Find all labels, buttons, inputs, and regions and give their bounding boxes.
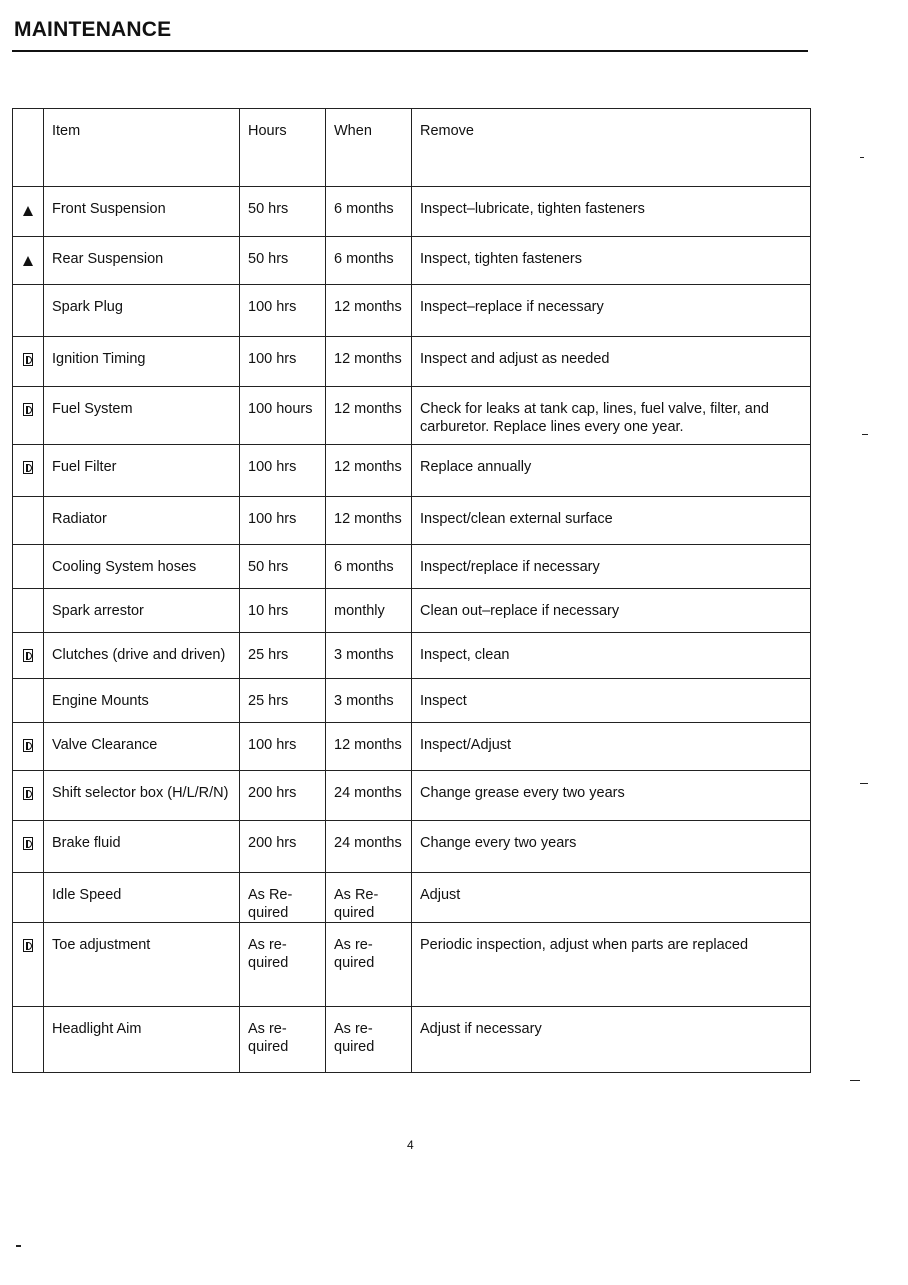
- row-remove: Adjust if necessary: [412, 1007, 811, 1073]
- row-mark-cell: [13, 285, 44, 337]
- row-item: Spark arrestor: [44, 589, 240, 633]
- row-remove: Periodic inspection, adjust when parts are replaced: [412, 923, 811, 1007]
- header-remove: Remove: [412, 109, 811, 187]
- table-row: [13, 337, 811, 387]
- row-when: 12 months: [326, 387, 412, 445]
- row-when: 3 months: [326, 633, 412, 679]
- row-remove: Change grease every two years: [412, 771, 811, 821]
- scan-mark: [860, 157, 864, 158]
- row-item: Radiator: [44, 497, 240, 545]
- row-when: As re- quired: [326, 923, 412, 1007]
- row-remove: Inspect–replace if necessary: [412, 285, 811, 337]
- row-remove: Replace annually: [412, 445, 811, 497]
- table-row: [13, 187, 811, 237]
- scan-mark: [850, 1080, 860, 1081]
- scan-mark: [860, 783, 868, 784]
- scan-mark: [16, 1245, 21, 1247]
- maintenance-table: [12, 108, 811, 1073]
- header-when: When: [326, 109, 412, 187]
- table-row: [13, 545, 811, 589]
- scan-mark: [862, 434, 868, 435]
- table-row: [13, 237, 811, 285]
- page-number: 4: [407, 1138, 414, 1152]
- table-row: [13, 633, 811, 679]
- row-item: Idle Speed: [44, 873, 240, 923]
- row-item: Fuel Filter: [44, 445, 240, 497]
- row-when: 12 months: [326, 497, 412, 545]
- row-mark-cell: [13, 337, 44, 387]
- row-hours: 100 hrs: [240, 497, 326, 545]
- table-row: [13, 285, 811, 337]
- dealer-service-icon: [23, 649, 33, 662]
- dealer-service-icon: [23, 461, 33, 474]
- row-hours: 100 hours: [240, 387, 326, 445]
- dealer-service-icon: [23, 837, 33, 850]
- table-header-row: [13, 109, 811, 187]
- row-item: Toe adjustment: [44, 923, 240, 1007]
- table-row: [13, 723, 811, 771]
- row-hours: 200 hrs: [240, 771, 326, 821]
- row-item: Engine Mounts: [44, 679, 240, 723]
- row-mark-cell: [13, 545, 44, 589]
- row-when: 6 months: [326, 237, 412, 285]
- title-rule: [12, 50, 808, 52]
- row-when: 12 months: [326, 723, 412, 771]
- row-mark-cell: [13, 821, 44, 873]
- row-remove: Adjust: [412, 873, 811, 923]
- dealer-service-icon: [23, 787, 33, 800]
- row-remove: Inspect, tighten fasteners: [412, 237, 811, 285]
- row-mark-cell: [13, 633, 44, 679]
- row-remove: Inspect, clean: [412, 633, 811, 679]
- row-item: Fuel System: [44, 387, 240, 445]
- row-hours: 50 hrs: [240, 187, 326, 237]
- row-when: 12 months: [326, 285, 412, 337]
- row-item: Cooling System hoses: [44, 545, 240, 589]
- row-item: Rear Suspension: [44, 237, 240, 285]
- service-interval-triangle-icon: [23, 256, 33, 266]
- service-interval-triangle-icon: [23, 206, 33, 216]
- row-when: 12 months: [326, 337, 412, 387]
- row-mark-cell: [13, 445, 44, 497]
- row-hours: As re- quired: [240, 1007, 326, 1073]
- table-row: [13, 771, 811, 821]
- row-mark-cell: [13, 723, 44, 771]
- row-item: Ignition Timing: [44, 337, 240, 387]
- row-mark-cell: [13, 873, 44, 923]
- row-hours: 25 hrs: [240, 679, 326, 723]
- header-item: Item: [44, 109, 240, 187]
- row-item: Front Suspension: [44, 187, 240, 237]
- header-mark-cell: [13, 109, 44, 187]
- dealer-service-icon: [23, 353, 33, 366]
- table-row: [13, 445, 811, 497]
- row-hours: 200 hrs: [240, 821, 326, 873]
- row-hours: As re- quired: [240, 923, 326, 1007]
- row-mark-cell: [13, 237, 44, 285]
- row-hours: 100 hrs: [240, 723, 326, 771]
- table-row: [13, 1007, 811, 1073]
- row-mark-cell: [13, 589, 44, 633]
- row-mark-cell: [13, 387, 44, 445]
- row-when: As Re- quired: [326, 873, 412, 923]
- row-when: 6 months: [326, 187, 412, 237]
- row-mark-cell: [13, 679, 44, 723]
- row-mark-cell: [13, 187, 44, 237]
- row-when: 12 months: [326, 445, 412, 497]
- table-row: [13, 497, 811, 545]
- table-row: [13, 873, 811, 923]
- row-item: Valve Clearance: [44, 723, 240, 771]
- table-body: [13, 187, 811, 1073]
- row-remove: Inspect/clean external surface: [412, 497, 811, 545]
- row-item: Clutches (drive and driven): [44, 633, 240, 679]
- row-remove: Check for leaks at tank cap, lines, fuel valve, filter, and carburetor. Replace lines every one year.: [412, 387, 811, 445]
- row-remove: Change every two years: [412, 821, 811, 873]
- row-remove: Inspect and adjust as needed: [412, 337, 811, 387]
- row-when: monthly: [326, 589, 412, 633]
- row-item: Spark Plug: [44, 285, 240, 337]
- row-hours: 50 hrs: [240, 545, 326, 589]
- table-row: [13, 923, 811, 1007]
- row-hours: 10 hrs: [240, 589, 326, 633]
- row-item: Headlight Aim: [44, 1007, 240, 1073]
- row-hours: 100 hrs: [240, 285, 326, 337]
- row-when: As re- quired: [326, 1007, 412, 1073]
- row-when: 24 months: [326, 771, 412, 821]
- row-mark-cell: [13, 771, 44, 821]
- table-row: [13, 387, 811, 445]
- page-title: MAINTENANCE: [14, 18, 172, 41]
- row-when: 24 months: [326, 821, 412, 873]
- row-hours: 100 hrs: [240, 337, 326, 387]
- row-hours: 25 hrs: [240, 633, 326, 679]
- row-hours: 50 hrs: [240, 237, 326, 285]
- row-item: Brake fluid: [44, 821, 240, 873]
- row-remove: Inspect–lubricate, tighten fasteners: [412, 187, 811, 237]
- header-hours: Hours: [240, 109, 326, 187]
- row-remove: Inspect/Adjust: [412, 723, 811, 771]
- row-mark-cell: [13, 1007, 44, 1073]
- dealer-service-icon: [23, 403, 33, 416]
- row-item: Shift selector box (H/L/R/N): [44, 771, 240, 821]
- row-when: 6 months: [326, 545, 412, 589]
- row-hours: 100 hrs: [240, 445, 326, 497]
- row-mark-cell: [13, 923, 44, 1007]
- row-remove: Inspect: [412, 679, 811, 723]
- row-hours: As Re- quired: [240, 873, 326, 923]
- row-remove: Clean out–replace if necessary: [412, 589, 811, 633]
- dealer-service-icon: [23, 739, 33, 752]
- row-mark-cell: [13, 497, 44, 545]
- row-when: 3 months: [326, 679, 412, 723]
- table-row: [13, 821, 811, 873]
- dealer-service-icon: [23, 939, 33, 952]
- table-row: [13, 679, 811, 723]
- table-row: [13, 589, 811, 633]
- row-remove: Inspect/replace if necessary: [412, 545, 811, 589]
